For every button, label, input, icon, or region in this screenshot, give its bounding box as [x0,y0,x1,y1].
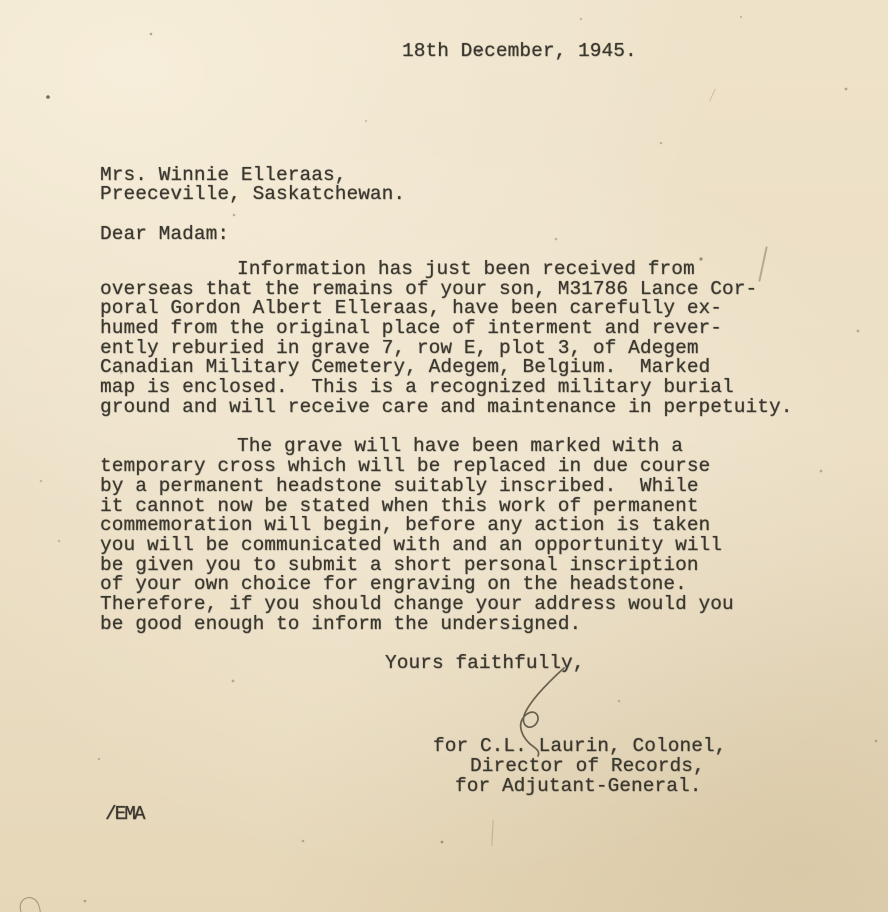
signature-block [100,737,860,796]
salutation-line: Dear Madam: [100,223,230,246]
paper-specks [0,0,2,2]
paragraph-line: commemoration will begin, before any action is taken [100,514,711,537]
signed-by-line: for Adjutant-General. [455,774,702,797]
paragraph-line: of your own choice for engraving on the headstone. [100,573,687,596]
paragraph-line: humed from the original place of interment and rever- [100,316,723,339]
paragraph-line: temporary cross which will be replaced in due course [100,455,711,478]
paragraph-line: overseas that the remains of your son, M31786 Lance Cor- [100,277,758,300]
signature-flourish [498,665,586,757]
paragraph-line: ground and will receive care and maintenance in perpetuity. [100,395,793,418]
paragraph-1 [100,257,860,418]
paragraph-line: poral Gordon Albert Elleraas, have been carefully ex- [100,297,723,320]
recipient-address-line: Preeceville, Saskatchewan. [100,183,406,206]
recipient-block [100,163,860,206]
recipient-name-line: Mrs. Winnie Elleraas, [100,163,347,186]
paragraph-line: Information has just been received from [237,257,695,280]
paragraph-2 [100,437,860,634]
paragraph-line: Canadian Military Cemetery, Adegem, Belgium. Marked [100,356,711,379]
paragraph-line: be good enough to inform the undersigned. [100,612,582,635]
date-line: 18th December, 1945. [402,40,637,62]
closing-line: Yours faithfully, [385,652,585,675]
paragraph-line: you will be communicated with and an opportunity will [100,533,723,556]
paragraph-line: map is enclosed. This is a recognized military burial [100,376,734,399]
paragraph-line: it cannot now be stated when this work of permanent [100,494,699,517]
paragraph-line: ently reburied in grave 7, row E, plot 3, of Adegem [100,336,699,359]
paragraph-line: Therefore, if you should change your address would you [100,593,734,616]
paragraph-line: be given you to submit a short personal inscription [100,553,699,576]
signed-by-line: for C.L. Laurin, Colonel, [433,735,727,758]
typist-initials: /EMA [105,803,144,826]
paragraph-line: The grave will have been marked with a [237,435,683,458]
letter-body [100,42,860,825]
paragraph-line: by a permanent headstone suitably inscribed. While [100,474,699,497]
signed-by-line: Director of Records, [470,754,705,777]
pencil-loop-mark [17,894,43,912]
